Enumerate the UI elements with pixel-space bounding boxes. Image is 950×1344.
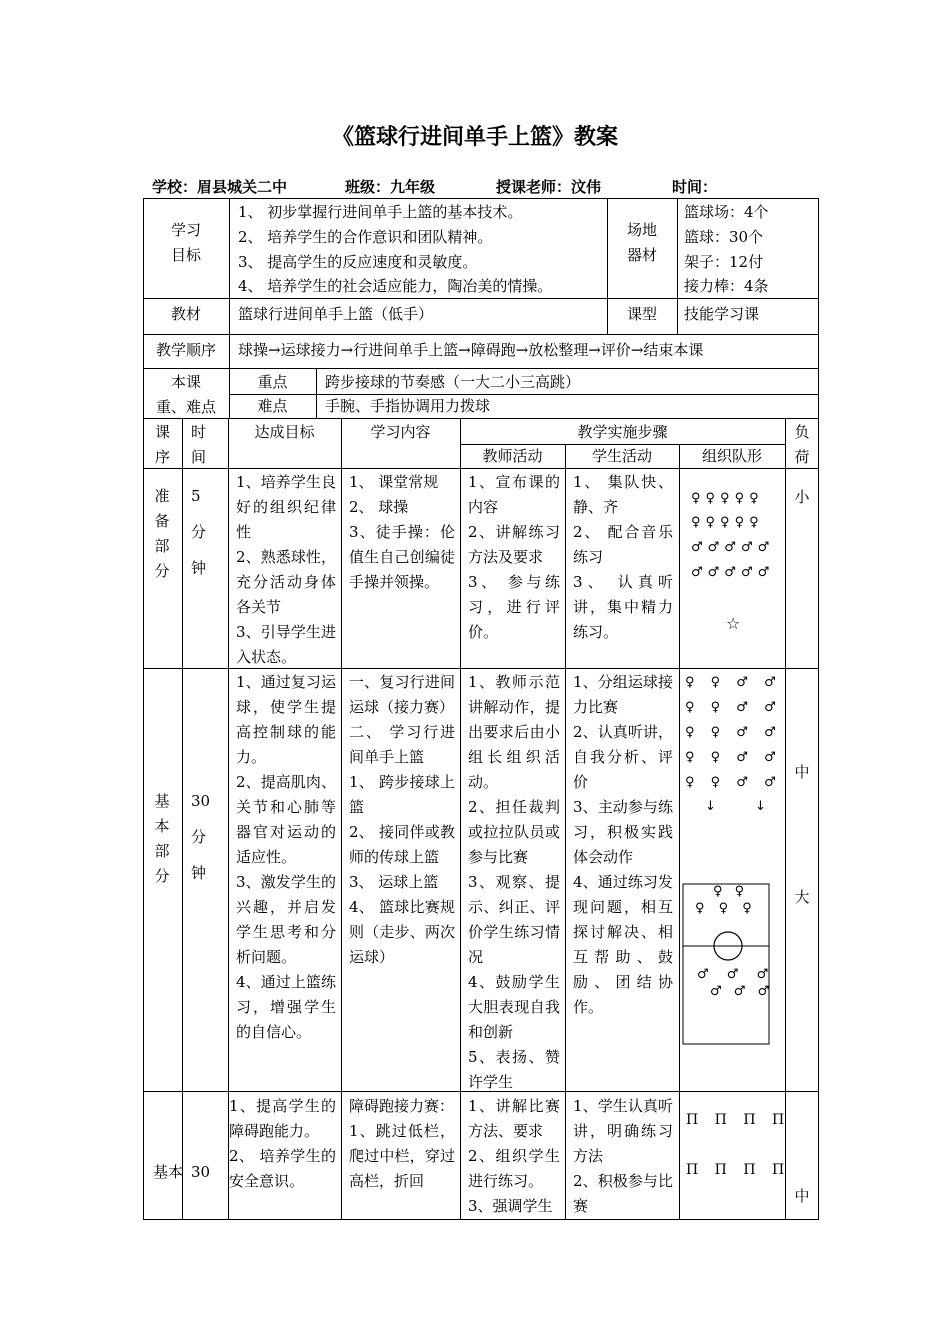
- teacher-star-icon: ☆: [726, 614, 741, 633]
- col-content-header: 学习内容: [370, 423, 431, 441]
- row-load: 中: [794, 763, 810, 781]
- objective-item: 3、 提高学生的反应速度和灵敏度。: [238, 253, 478, 271]
- focus-label: 重点: [257, 373, 288, 391]
- row-load: 中: [794, 1187, 810, 1205]
- col-order-header: 课 序: [154, 423, 170, 466]
- relay-row: ♀ ♀ ♂ ♂: [685, 675, 776, 690]
- row-order: 准备部分: [154, 487, 170, 580]
- court-players: ♀ ♀ ♀: [695, 901, 752, 916]
- material-label: 教材: [170, 305, 201, 323]
- male-row: ♂♂♂♂♂: [691, 565, 775, 580]
- row-load: 大: [794, 888, 810, 906]
- col-steps-header: 教学实施步骤: [577, 423, 668, 441]
- relay-row: ♀ ♀ ♂ ♂: [685, 775, 776, 790]
- row-student-activity: 1、学生认真听讲，明确练习方法 2、积极参与比赛: [573, 1097, 673, 1215]
- teacher-label: 授课老师：汶伟: [496, 178, 602, 196]
- page-title: 《篮球行进间单手上篮》教案: [331, 124, 618, 150]
- objectives-label: 学习 目标: [170, 221, 201, 264]
- row-time: 30: [191, 1163, 211, 1181]
- class-label: 班级：九年级: [345, 178, 436, 196]
- venue-item: 接力棒：4条: [684, 277, 769, 295]
- time-label: 时间：: [672, 178, 718, 196]
- lesson-type-value: 技能学习课: [684, 305, 760, 323]
- objective-item: 1、 初步掌握行进间单手上篮的基本技术。: [238, 203, 523, 221]
- col-time-header: 时 间: [191, 423, 207, 466]
- difficulty-label: 难点: [257, 397, 288, 415]
- row-order: 基本部分: [154, 792, 170, 885]
- keypoints-label: 本课 重、难点: [155, 373, 216, 416]
- court-players: ♂ ♂ ♂: [697, 967, 769, 982]
- court-players: ♀ ♀: [713, 884, 745, 899]
- female-row: ♀♀♀♀♀: [691, 515, 764, 530]
- focus-value: 跨步接球的节奏感（一大二小三高跳）: [325, 373, 581, 391]
- venue-item: 架子：12付: [684, 253, 764, 271]
- relay-row: ♀ ♀ ♂ ♂: [685, 700, 776, 715]
- objective-item: 4、 培养学生的社会适应能力，陶冶美的情操。: [238, 277, 553, 295]
- difficulty-value: 手腕、手指协调用力拨球: [325, 397, 491, 415]
- col-load-header: 负 荷: [794, 423, 810, 466]
- relay-row: ♀ ♀ ♂ ♂: [685, 750, 776, 765]
- col-student-header: 学生活动: [591, 447, 652, 465]
- hurdle-row: Π Π Π Π: [686, 1112, 785, 1128]
- venue-item: 篮球场：4个: [684, 203, 769, 221]
- row-student-activity: 1、 集队快、静、齐 2、 配合音乐练习 3、 认真听讲，集中精力练习。: [573, 473, 673, 641]
- male-row: ♂♂♂♂♂: [691, 540, 775, 555]
- hurdle-row: Π Π Π Π: [686, 1162, 785, 1178]
- material-value: 篮球行进间单手上篮（低手）: [238, 305, 434, 323]
- sequence-label: 教学顺序: [155, 341, 216, 359]
- relay-row: ♀ ♀ ♂ ♂: [685, 725, 776, 740]
- row-teacher-activity: 1、教师示范讲解动作，提出要求后由小组长组织活动。 2、担任裁判或拉拉队员或参与比赛 3、观察、提示、纠正、评价学生练习情况 4、鼓励学生大胆表现自我和创新 5、表扬、赞许学生: [468, 673, 560, 1091]
- col-teacher-header: 教师活动: [482, 447, 543, 465]
- row-teacher-activity: 1、讲解比赛方法、要求 2、组织学生进行练习。 3、强调学生: [468, 1097, 560, 1215]
- row-student-activity: 1、分组运球接力比赛 2、认真听讲，自我分析、评价 3、主动参与练习，积极实践体会动作 4、通过练习发现问题，相互探讨解决、相互帮助、鼓励、团结协作。: [573, 673, 673, 1016]
- sequence-value: 球操→运球接力→行进间单手上篮→障碍跑→放松整理→评价→结束本课: [238, 341, 704, 359]
- row-goal: 1、培养学生良好的组织纪律性 2、熟悉球性，充分活动身体各关节 3、引导学生进入状态。: [236, 473, 336, 666]
- female-row: ♀♀♀♀♀: [691, 491, 764, 506]
- row-goal: 1、通过复习运球，使学生提高控制球的能力。 2、提高肌肉、关节和心肺等器官对运动的适应性。 3、激发学生的兴趣，并启发学生思考和分析问题。 4、通过上篮练习，增强学生的自信心。: [236, 673, 336, 1041]
- row-content: 1、 课堂常规 2、 球操 3、徒手操：伦值生自己创编徒手操并领操。: [349, 473, 455, 591]
- row-goal: 1、提高学生的障碍跑能力。 2、 培养学生的安全意识。: [229, 1097, 336, 1190]
- row-load: 小: [794, 488, 810, 506]
- row-order: 基本: [153, 1163, 184, 1181]
- lesson-type-label: 课型: [626, 305, 657, 323]
- row-content: 障碍跑接力赛： 1、跳过低栏，爬过中栏，穿过高栏，折回: [349, 1097, 455, 1190]
- row-time: 5 分 钟: [191, 487, 207, 577]
- objective-item: 2、 培养学生的合作意识和团队精神。: [238, 228, 493, 246]
- school-label: 学校：眉县城关二中: [152, 178, 288, 196]
- venue-label: 场地 器材: [626, 221, 657, 264]
- venue-item: 篮球：30个: [684, 228, 764, 246]
- row-teacher-activity: 1、宣布课的内容 2、讲解练习方法及要求 3、 参与练习，进行评价。: [468, 473, 560, 641]
- arrow-down-icon: ↓: [755, 799, 766, 814]
- row-time: 30 分 钟: [191, 792, 211, 882]
- court-players: ♂ ♂ ♂: [710, 984, 770, 999]
- arrow-down-icon: ↓: [705, 799, 716, 814]
- col-goal-header: 达成目标: [254, 423, 315, 441]
- row-content: 一、复习行进间运球（接力赛） 二、 学习行进间单手上篮 1、 跨步接球上篮 2、 接同伴或教师的传球上篮 3、 运球上篮 4、 篮球比赛规则（走步、两次运球）: [349, 673, 455, 966]
- col-formation-header: 组织队形: [701, 447, 762, 465]
- lesson-plan-table: [143, 198, 819, 1220]
